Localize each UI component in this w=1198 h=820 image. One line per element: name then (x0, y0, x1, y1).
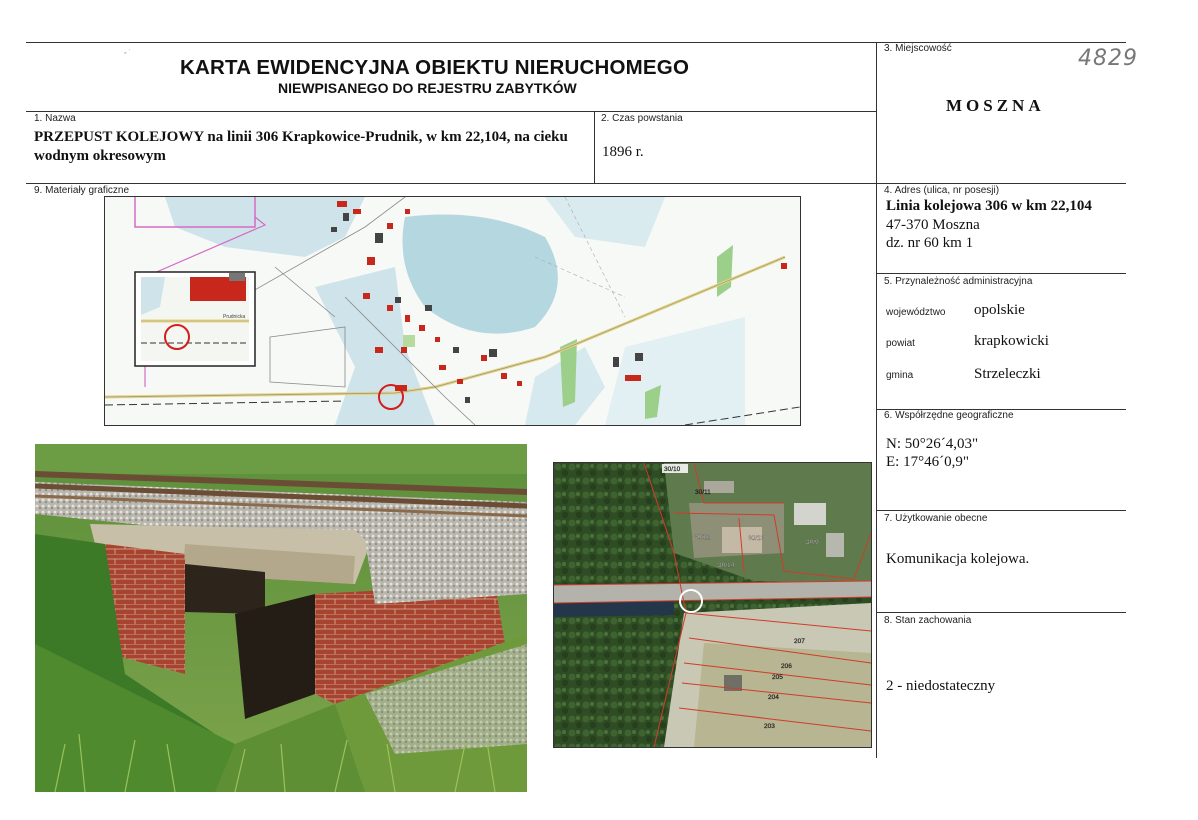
materialy-label: 9. Materiały graficzne (34, 185, 130, 196)
nazwa-value: PRZEPUST KOLEJOWY na linii 306 Krapkowice-Prudnik, w km 22,104, na cieku wodnym okresowym (34, 129, 568, 164)
uzytkowanie-value: Komunikacja kolejowa. (886, 551, 1030, 567)
gmina-value: Strzeleczki (974, 366, 1041, 382)
parcel-30-14: 30/14 (718, 562, 735, 569)
czas-divider (594, 111, 595, 183)
parcel-204: 204 (768, 694, 779, 701)
uzytkowanie-label: 7. Użytkowanie obecne (884, 513, 988, 524)
card-subtitle: NIEWPISANEGO DO REJESTRU ZABYTKÓW (278, 80, 577, 96)
wsp-e: E: 17°46´0,9" (886, 454, 969, 470)
parcel-203: 203 (764, 723, 775, 730)
wojewodztwo-value: opolskie (974, 302, 1025, 318)
rule-7-8 (876, 612, 1126, 613)
stan-value: 2 - niedostateczny (886, 678, 996, 694)
inset-street-label: Prudnicka (223, 314, 246, 320)
powiat-label: powiat (886, 338, 915, 349)
photo-drawing (35, 444, 527, 792)
adres-line2: 47-370 Moszna (886, 217, 980, 233)
nazwa-label: 1. Nazwa (34, 113, 76, 124)
top-rule (26, 42, 1126, 43)
parcel-207: 207 (794, 638, 805, 645)
parcel-206: 206 (781, 663, 792, 670)
map-drawing (105, 197, 800, 425)
rule-6-7 (876, 510, 1126, 511)
adres-line3: dz. nr 60 km 1 (886, 235, 974, 251)
aerial-drawing (554, 463, 871, 747)
miejscowosc-value: MOSZNA (946, 96, 1045, 115)
header-bottom-rule (26, 111, 876, 112)
wsp-label: 6. Współrzędne geograficzne (884, 410, 1014, 421)
adres-line1: Linia kolejowa 306 w km 22,104 (886, 198, 1092, 214)
stan-label: 8. Stan zachowania (884, 615, 972, 626)
parcel-30-9: 30/9 (806, 539, 819, 546)
parcel-30-12: 30/12 (694, 534, 711, 541)
parcel-30-11: 30/11 (695, 489, 711, 496)
parcel-30-10: 30/10 (664, 466, 681, 473)
card-title: KARTA EWIDENCYJNA OBIEKTU NIERUCHOMEGO (180, 56, 690, 79)
adres-label: 4. Adres (ulica, nr posesji) (884, 185, 1000, 196)
location-map (104, 196, 801, 426)
czas-value: 1896 r. (602, 144, 644, 160)
rule-4-5 (876, 273, 1126, 274)
wojewodztwo-label: województwo (886, 307, 946, 318)
parcel-30-13: 30/13 (748, 535, 765, 542)
wsp-n: N: 50°26´4,03" (886, 436, 979, 452)
miejscowosc-label: 3. Miejscowość (884, 43, 952, 54)
handwritten-number: 4829 (1078, 46, 1138, 71)
aerial-parcel-map (553, 462, 872, 748)
corner-mark: ◦ ˙ (124, 50, 131, 57)
czas-label: 2. Czas powstania (601, 113, 683, 124)
name-bottom-rule (26, 183, 1126, 184)
powiat-value: krapkowicki (974, 333, 1049, 349)
culvert-photo (35, 444, 527, 792)
right-column-divider (876, 42, 877, 758)
gmina-label: gmina (886, 370, 914, 381)
parcel-205: 205 (772, 674, 783, 681)
admin-label: 5. Przynależność administracyjna (884, 276, 1033, 287)
